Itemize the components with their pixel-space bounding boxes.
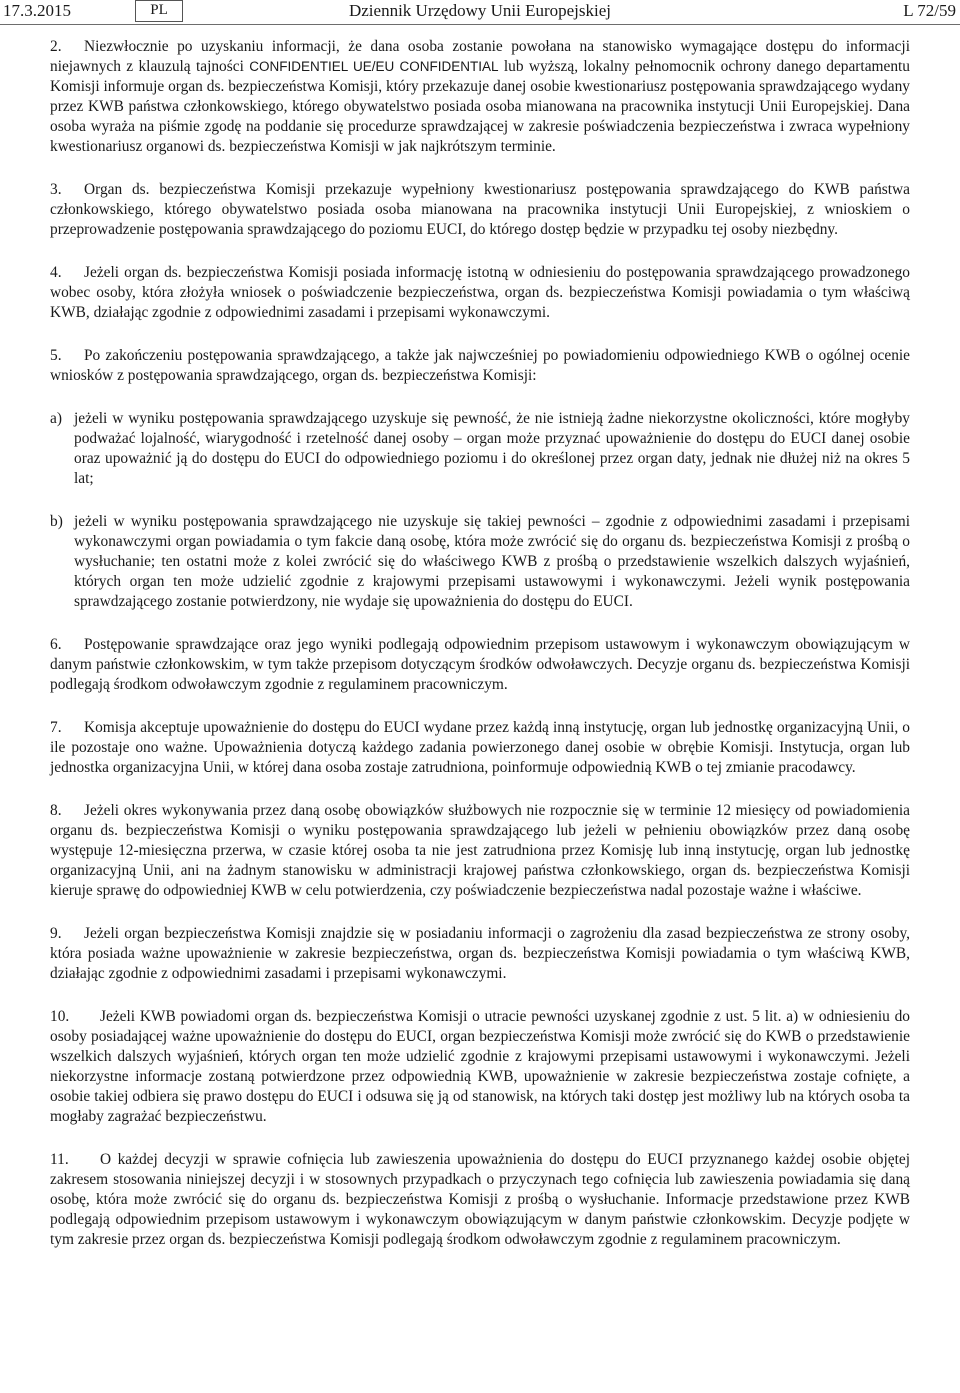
paragraph-text: Jeżeli KWB powiadomi organ ds. bezpieczeństwa Komisji o utracie pewności uzyskanej zgodnie z ust. 5 lit. a) w odniesieniu do osoby posiadającej ważne upoważnienie do dostępu do EUCI, organ bezpieczeństwa Komisji może zwrócić się do KWB o przedstawienie wszelkich dalszych wyjaśnień, których organ ten może udzielić zgodnie z krajowymi przepisami ustawowymi i wykonawczymi. Jeżeli niekorzystne informacje zostaną potwierdzone przez odpowiednią KWB, upoważnienie w zakresie bezpieczeństwa zostaje cofnięte, a osobie takiej odbiera się prawo dostępu do EUCI i odsuwa się ją od stanowisk, na których taki dostęp jest możliwy lub na których osoba ta mogłaby zagrażać bezpieczeństwu. (50, 1008, 910, 1125)
list-item-label: a) (50, 410, 62, 427)
paragraph-number: 3. (50, 181, 62, 198)
paragraph-text: Jeżeli organ ds. bezpieczeństwa Komisji posiada informację istotną w odniesieniu do postępowania sprawdzającego prowadzonego wobec osoby, która złożyła wniosek o poświadczenie bezpieczeństwa, organ ds. bezpieczeństwa Komisji powiadamia o tym właściwą KWB, działając zgodnie z odpowiednimi zasadami i przepisami wykonawczymi. (50, 264, 910, 321)
paragraph-6 (50, 635, 910, 695)
paragraph-9 (50, 924, 910, 984)
paragraph-number: 8. (50, 802, 62, 819)
paragraph-7 (50, 718, 910, 778)
paragraph-text: Jeżeli organ bezpieczeństwa Komisji znajdzie się w posiadaniu informacji o zagrożeniu dla zasad bezpieczeństwa ze strony osoby, która posiada ważne upoważnienie w zakresie bezpieczeństwa, organ ds. bezpieczeństwa Komisji powiadamia o tym właściwą KWB, działając zgodnie z odpowiednimi zasadami i przepisami wykonawczymi. (50, 925, 910, 982)
paragraph-8 (50, 801, 910, 901)
paragraph-text: O każdej decyzji w sprawie cofnięcia lub zawieszenia upoważnienia do dostępu do EUCI przyznanego każdej osobie objętej zakresem stosowania niniejszej decyzji i w stosownych przypadkach o przyczynach tego cofnięcia lub zawieszenia powiadamia się daną osobę, która może zwrócić się do organu ds. bezpieczeństwa Komisji z prośbą o wysłuchanie. Informacje przedstawione przez KWB podlegają odpowiednim przepisom ustawowym i wykonawczym obowiązującym w danym państwie członkowskim. Decyzje podjęte w tym zakresie przez organ ds. bezpieczeństwa Komisji podlegają środkom odwoławczym zgodnie z regulaminem pracowniczym. (50, 1151, 910, 1248)
paragraph-number: 5. (50, 347, 62, 364)
list-item-a (50, 409, 910, 489)
paragraph-number: 9. (50, 925, 62, 942)
classification-marking: CONFIDENTIEL UE/EU CONFIDENTIAL (249, 59, 499, 74)
paragraph-2 (50, 37, 910, 157)
paragraph-number: 10. (50, 1008, 70, 1025)
paragraph-text: Niezwłocznie po uzyskaniu informacji, że dana osoba zostanie powołana na stanowisko wymagające dostępu do informacji niejawnych z klauzulą tajności (50, 38, 910, 75)
page-header (0, 0, 960, 25)
paragraph-number: 4. (50, 264, 62, 281)
journal-title: Dziennik Urzędowy Unii Europejskiej (348, 1, 611, 20)
page-reference: L 72/59 (903, 1, 956, 20)
paragraph-text: Jeżeli okres wykonywania przez daną osobę obowiązków służbowych nie rozpocznie się w terminie 12 miesięcy od powiadomienia organu ds. bezpieczeństwa Komisji o wyniku postępowania sprawdzającego lub jeżeli w pełnieniu obowiązków przez daną osobę występuje 12-miesięczna przerwa, w czasie której osoba ta nie jest zatrudniona przez Komisję lub inną instytucję, organ lub jednostkę organizacyjną Unii, ani na żadnym stanowisku w administracji krajowej państwa członkowskiego, organ ds. bezpieczeństwa Komisji kieruje sprawę do odpowiedniej KWB w celu potwierdzenia, czy poświadczenie bezpieczeństwa nadal pozostaje ważne i właściwe. (50, 802, 910, 899)
paragraph-5 (50, 346, 910, 386)
paragraph-text: Komisja akceptuje upoważnienie do dostępu do EUCI wydane przez każdą inną instytucję, organ lub jednostkę organizacyjną Unii, o ile pozostaje ono ważne. Upoważnienia dotyczą każdego zadania powierzonego danej osobie w obrębie Komisji. Instytucja, organ lub jednostka organizacyjna Unii, w której dana osoba zostaje zatrudniona, poinformuje odpowiednią KWB o tej zmianie pracodawcy. (50, 719, 910, 776)
paragraph-text: Organ ds. bezpieczeństwa Komisji przekazuje wypełniony kwestionariusz postępowania sprawdzającego do KWB państwa członkowskiego, którego obywatelstwo posiada osoba mianowana na pracownika instytucji Unii Europejskiej, z wnioskiem o przeprowadzenie postępowania sprawdzającego do poziomu EUCI, do którego dostęp będzie w przypadku tej osoby niezbędny. (50, 181, 910, 238)
publication-date: 17.3.2015 (3, 1, 71, 20)
document-body (50, 37, 910, 1273)
list-item-label: b) (50, 513, 63, 530)
paragraph-text: Po zakończeniu postępowania sprawdzającego, a także jak najwcześniej po powiadomieniu odpowiedniego KWB o ogólnej ocenie wniosków z postępowania sprawdzającego, organ ds. bezpieczeństwa Komisji: (50, 347, 910, 384)
paragraph-4 (50, 263, 910, 323)
list-item-text: jeżeli w wyniku postępowania sprawdzającego uzyskuje się pewność, że nie istnieją żadne niekorzystne okoliczności, które mogłyby podważać lojalność, wiarygodność i rzetelność danej osoby – organ może przyznać upoważnienie do dostępu do EUCI danej osobie oraz upoważnić ją do dostępu do EUCI do odpowiedniego poziomu i do określonej przez organ daty, jednak nie dłużej niż na okres 5 lat; (74, 410, 910, 487)
paragraph-number: 11. (50, 1151, 69, 1168)
paragraph-number: 2. (50, 38, 62, 55)
paragraph-text: lub wyższą, lokalny pełnomocnik ochrony danego departamentu Komisji informuje organ ds. bezpieczeństwa Komisji, który przekazuje danej osobie kwestionariusz postępowania sprawdzającego wydany przez KWB państwa członkowskiego, którego obywatelstwo posiada osoba mianowana na pracownika instytucji Unii Europejskiej. Dana osoba wyraża na piśmie zgodę na poddanie się procedurze sprawdzającej w zakresie poświadczenia bezpieczeństwa i zwraca wypełniony kwestionariusz organowi ds. bezpieczeństwa Komisji w jak najkrótszym terminie. (50, 58, 910, 155)
paragraph-3 (50, 180, 910, 240)
paragraph-11 (50, 1150, 910, 1250)
list-item-text: jeżeli w wyniku postępowania sprawdzającego nie uzyskuje się takiej pewności – zgodnie z odpowiednimi zasadami i przepisami wykonawczymi organ powiadamia o tym fakcie daną osobę, która może zwrócić się do organu ds. bezpieczeństwa Komisji z prośbą o wysłuchanie; ten ostatni może z kolei zwrócić się do właściwego KWB z prośbą o przedstawienie wszelkich dalszych wyjaśnień, których organ ten może udzielić zgodnie z krajowymi przepisami ustawowymi i wykonawczymi. Jeżeli wynik postępowania sprawdzającego zostanie potwierdzony, nie wydaje się upoważnienia do dostępu do EUCI. (74, 513, 910, 610)
paragraph-number: 7. (50, 719, 62, 736)
paragraph-10 (50, 1007, 910, 1127)
language-badge: PL (135, 0, 183, 22)
list-item-b (50, 512, 910, 612)
paragraph-text: Postępowanie sprawdzające oraz jego wyniki podlegają odpowiednim przepisom ustawowym i wykonawczym obowiązującym w danym państwie członkowskim, w tym także przepisom dotyczącym środków odwoławczych. Decyzje organu ds. bezpieczeństwa Komisji podlegają środkom odwoławczym zgodnie z regulaminem pracowniczym. (50, 636, 910, 693)
paragraph-number: 6. (50, 636, 62, 653)
